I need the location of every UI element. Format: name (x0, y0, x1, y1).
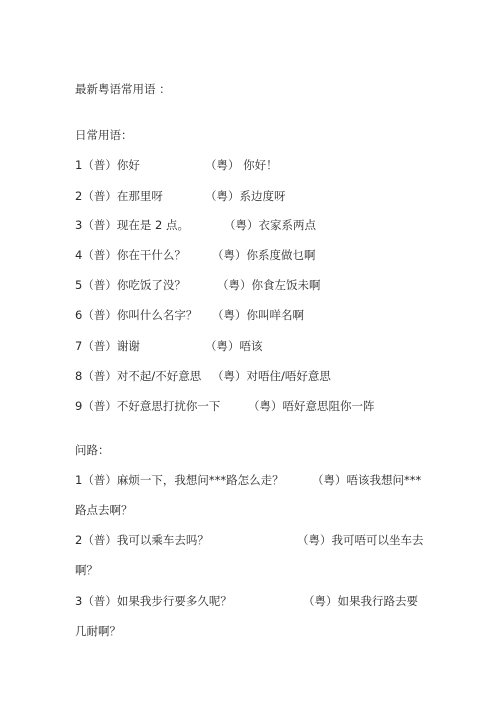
phrase-continuation: 啊？ (75, 563, 98, 577)
cantonese-phrase: （粤）如果我行路去要 (303, 594, 418, 608)
cantonese-phrase: （粤）衣家系两点 (224, 218, 316, 232)
mandarin-phrase: 1（普）你好 (75, 158, 140, 172)
cantonese-phrase: （粤）对唔住/唔好意思 (212, 369, 331, 383)
cantonese-phrase: （粤）我可唔可以坐车去 (297, 533, 424, 547)
cantonese-phrase: （粤）你叫咩名啊 (212, 308, 304, 322)
mandarin-phrase: 5（普）你吃饭了没？ (75, 278, 186, 292)
cantonese-phrase: （粤）你食左饭未啊 (217, 278, 321, 292)
phrase-continuation: 几耐啊？ (75, 624, 121, 638)
phrase-continuation: 路点去啊？ (75, 503, 133, 517)
mandarin-phrase: 7（普）谢谢 (75, 339, 140, 353)
document-title: 最新粤语常用语 ： (75, 82, 171, 96)
cantonese-phrase: （粤）系边度呀 (205, 189, 286, 203)
mandarin-phrase: 2（普）我可以乘车去吗？ (75, 533, 209, 547)
mandarin-phrase: 9（普）不好意思打扰你一下 (75, 399, 221, 413)
section-heading-daily: 日常用语： (75, 128, 133, 142)
section-heading-directions: 问路： (75, 443, 110, 457)
mandarin-phrase: 4（普）你在干什么？ (75, 248, 186, 262)
cantonese-phrase: （粤）唔好意思阻你一阵 (248, 399, 375, 413)
cantonese-phrase: （粤） 你好！ (205, 158, 278, 172)
cantonese-phrase: （粤）唔该 (205, 339, 263, 353)
mandarin-phrase: 1（普）麻烦一下，我想问***路怎么走？ (75, 473, 284, 487)
mandarin-phrase: 3（普）现在是 2 点。 (75, 218, 189, 232)
cantonese-phrase: （粤）你系度做乜啊 (212, 248, 316, 262)
mandarin-phrase: 6（普）你叫什么名字？ (75, 308, 198, 322)
cantonese-phrase: （粤）唔该我想问*** (312, 473, 422, 487)
mandarin-phrase: 8（普）对不起/不好意思 (75, 369, 202, 383)
mandarin-phrase: 2（普）在那里呀 (75, 189, 163, 203)
mandarin-phrase: 3（普）如果我步行要多久呢？ (75, 594, 232, 608)
